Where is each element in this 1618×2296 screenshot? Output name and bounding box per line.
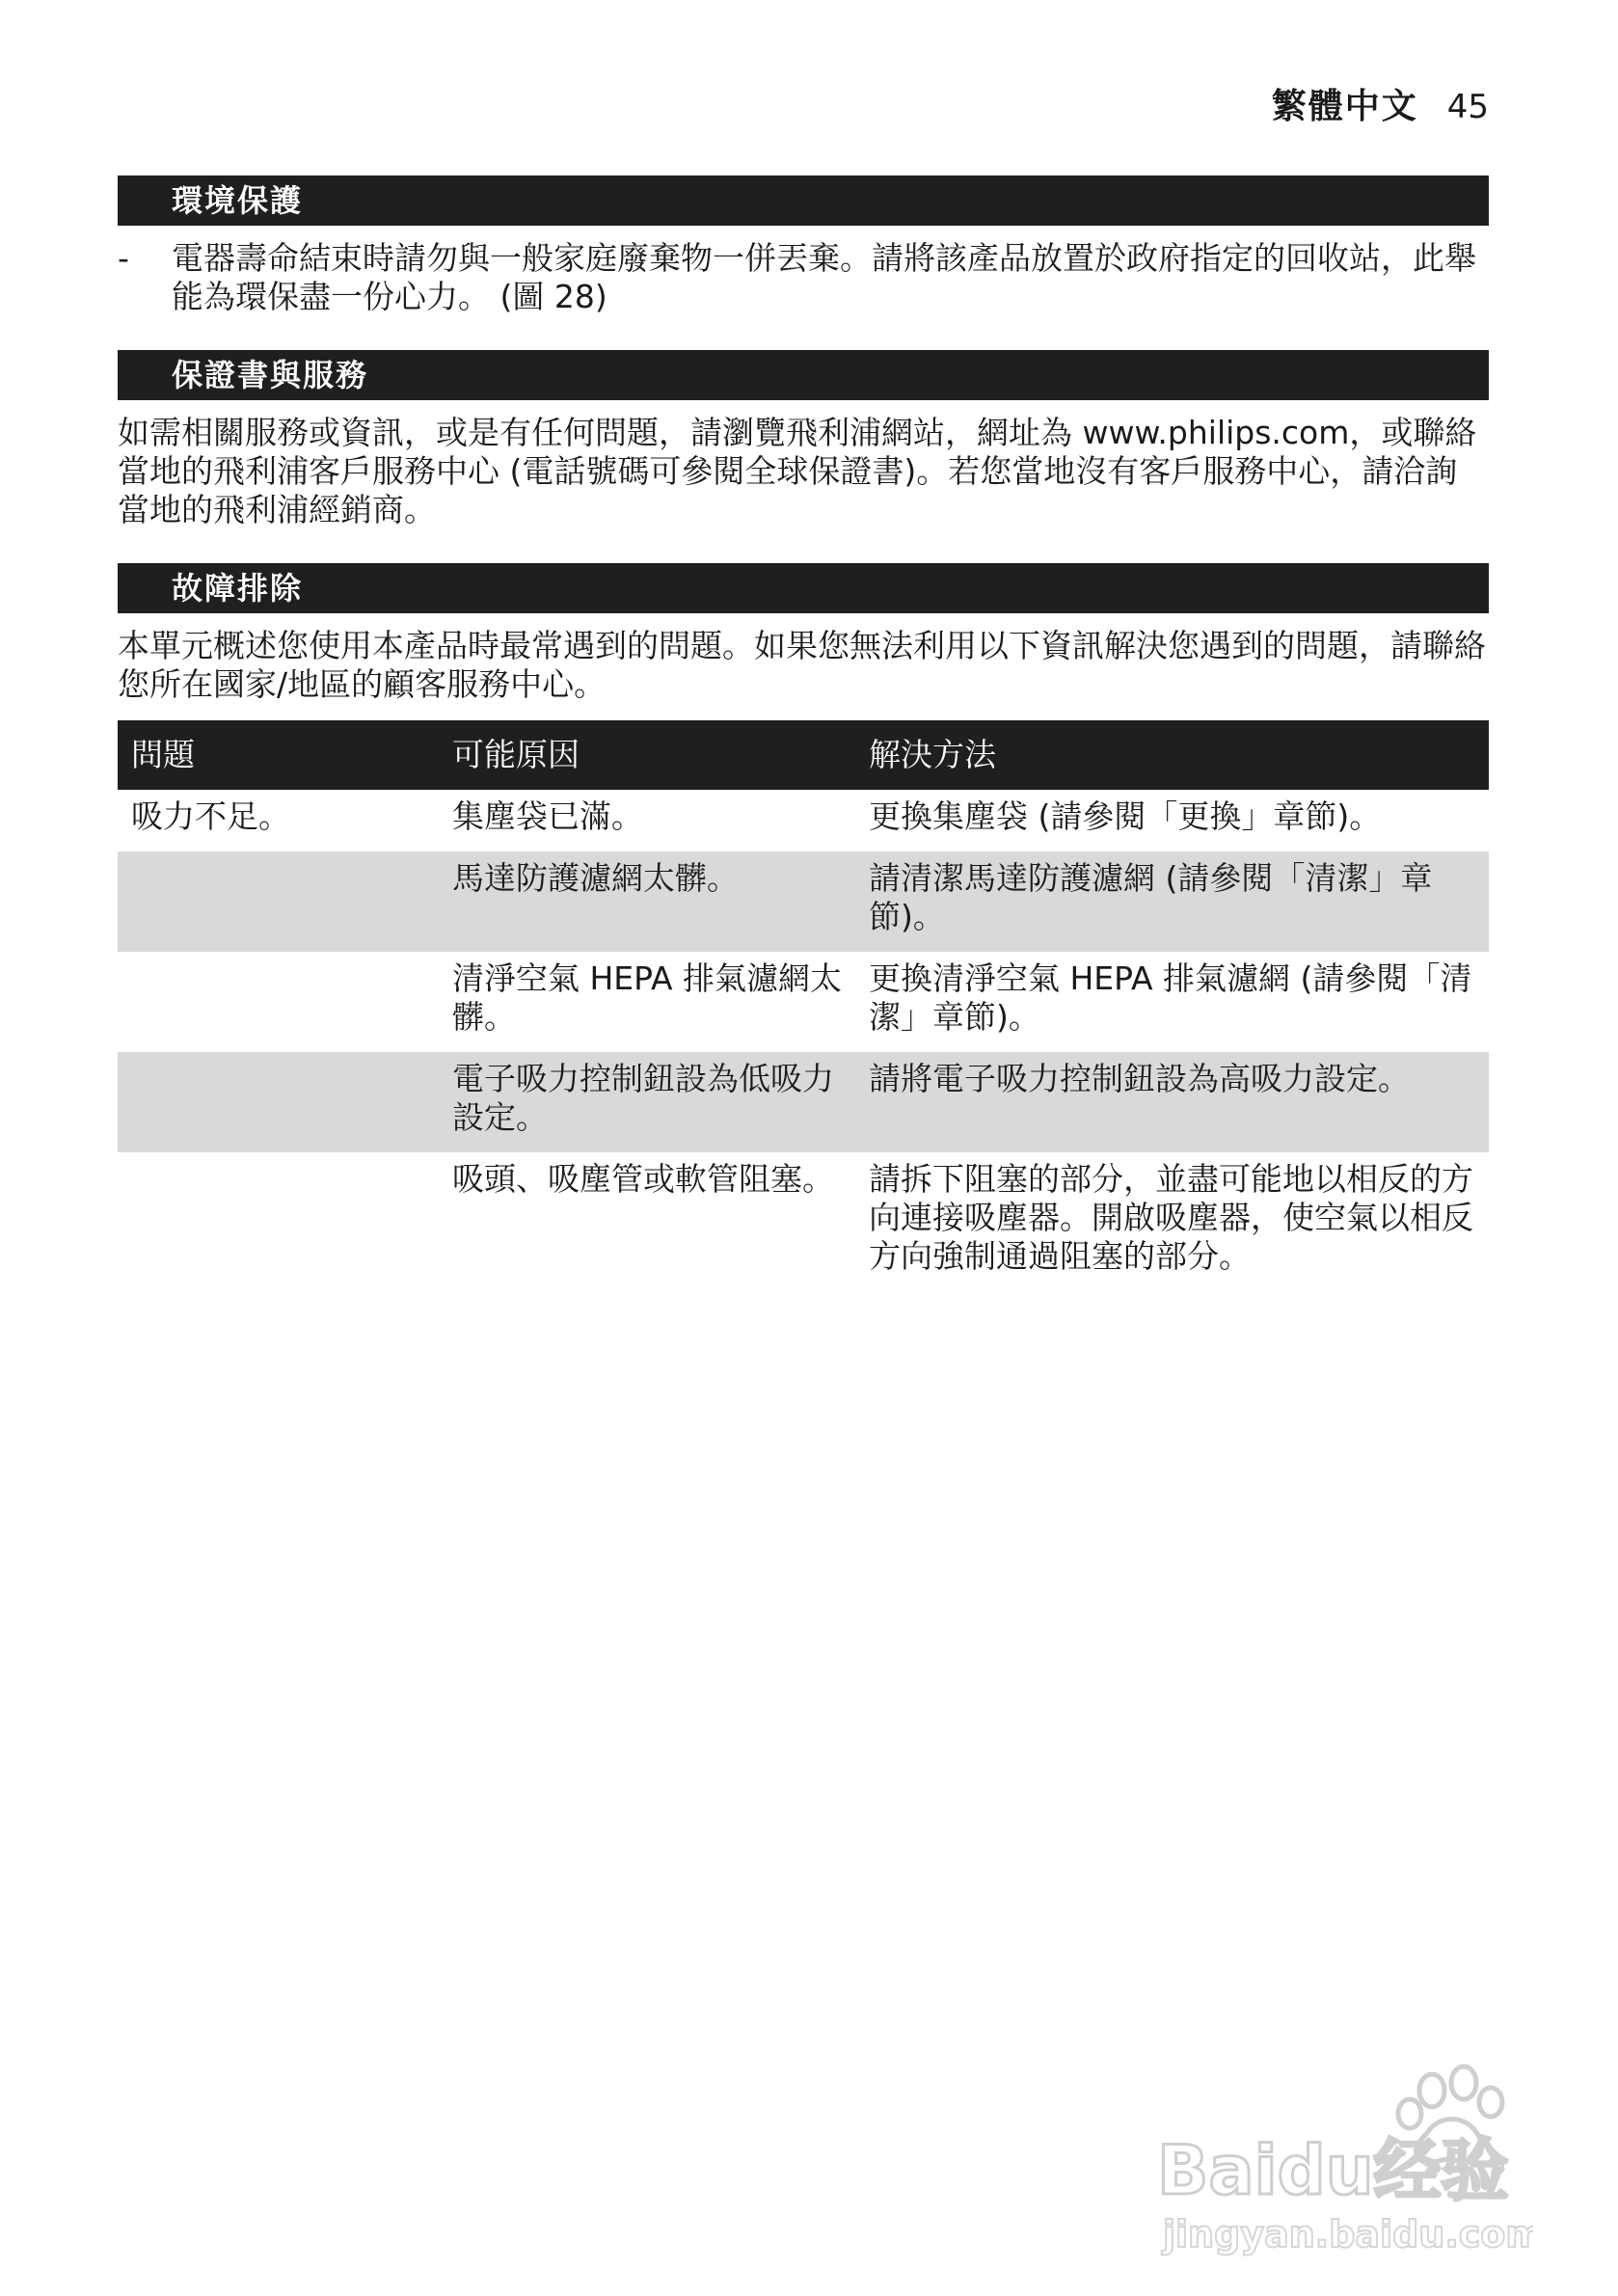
cell-solution: 請拆下阻塞的部分，並盡可能地以相反的方向連接吸塵器。開啟吸塵器，使空氣以相反方向強制通過阻塞的部分。 bbox=[869, 1160, 1473, 1275]
column-header-solution: 解決方法 bbox=[855, 720, 1489, 790]
troubleshooting-section bbox=[118, 563, 1489, 704]
warranty-text: 如需相關服務或資訊，或是有任何問題，請瀏覽飛利浦網站，網址為 www.philips.com，或聯絡當地的飛利浦客戶服務中心 (電話號碼可參閱全球保證書)。若您當地沒有客戶服務中心，請洽詢當地的飛利浦經銷商。 bbox=[118, 414, 1477, 528]
table-row bbox=[118, 1052, 1489, 1152]
cell-solution: 請清潔馬達防護濾網 (請參閱「清潔」章節)。 bbox=[855, 851, 1489, 952]
cell-problem bbox=[118, 1152, 439, 1291]
column-header-cause: 可能原因 bbox=[439, 720, 855, 790]
cell-cause: 吸頭、吸塵管或軟管阻塞。 bbox=[452, 1160, 834, 1198]
baidu-paw-logo-icon bbox=[1157, 2054, 1533, 2256]
baidu-watermark bbox=[1157, 2054, 1533, 2256]
table-header-row bbox=[118, 720, 1489, 790]
troubleshooting-intro: 本單元概述您使用本產品時最常遇到的問題。如果您無法利用以下資訊解決您遇到的問題，請聯絡您所在國家/地區的顧客服務中心。 bbox=[118, 627, 1486, 703]
bullet-dash: - bbox=[118, 239, 129, 277]
troubleshooting-table bbox=[118, 720, 1489, 1291]
cell-solution: 更換集塵袋 (請參閱「更換」章節)。 bbox=[869, 797, 1382, 835]
section-heading-environment: 環境保護 bbox=[118, 176, 1489, 226]
table-row bbox=[118, 1152, 1489, 1291]
cell-problem bbox=[118, 851, 439, 952]
table-row bbox=[118, 952, 1489, 1052]
table-row bbox=[118, 851, 1489, 952]
environment-text: 電器壽命結束時請勿與一般家庭廢棄物一併丟棄。請將該產品放置於政府指定的回收站，此舉能為環保盡一份心力。 (圖 28) bbox=[172, 239, 1476, 315]
watermark-brand: Baidu经验 bbox=[1157, 2131, 1509, 2210]
cell-solution: 更換清淨空氣 HEPA 排氣濾網 (請參閱「清潔」章節)。 bbox=[869, 959, 1472, 1036]
cell-cause: 馬達防護濾網太髒。 bbox=[439, 851, 855, 952]
cell-problem bbox=[118, 952, 439, 1052]
cell-cause: 集塵袋已滿。 bbox=[452, 797, 643, 835]
cell-problem bbox=[118, 1052, 439, 1152]
cell-cause: 電子吸力控制鈕設為低吸力設定。 bbox=[439, 1052, 855, 1152]
cell-solution: 請將電子吸力控制鈕設為高吸力設定。 bbox=[855, 1052, 1489, 1152]
column-header-problem: 問題 bbox=[118, 720, 439, 790]
table-row bbox=[118, 790, 1489, 851]
warranty-section bbox=[118, 350, 1489, 529]
cell-cause: 清淨空氣 HEPA 排氣濾網太髒。 bbox=[452, 959, 843, 1036]
watermark-url: jingyan.baidu.com bbox=[1163, 2213, 1533, 2255]
section-heading-warranty: 保證書與服務 bbox=[118, 350, 1489, 400]
cell-problem: 吸力不足。 bbox=[131, 797, 290, 835]
language-label: 繁體中文 bbox=[1271, 87, 1418, 126]
page-header bbox=[1272, 79, 1489, 128]
environment-bullet bbox=[118, 239, 1489, 316]
section-heading-troubleshooting: 故障排除 bbox=[118, 563, 1489, 613]
environment-section bbox=[118, 176, 1489, 316]
page-number: 45 bbox=[1446, 88, 1489, 126]
